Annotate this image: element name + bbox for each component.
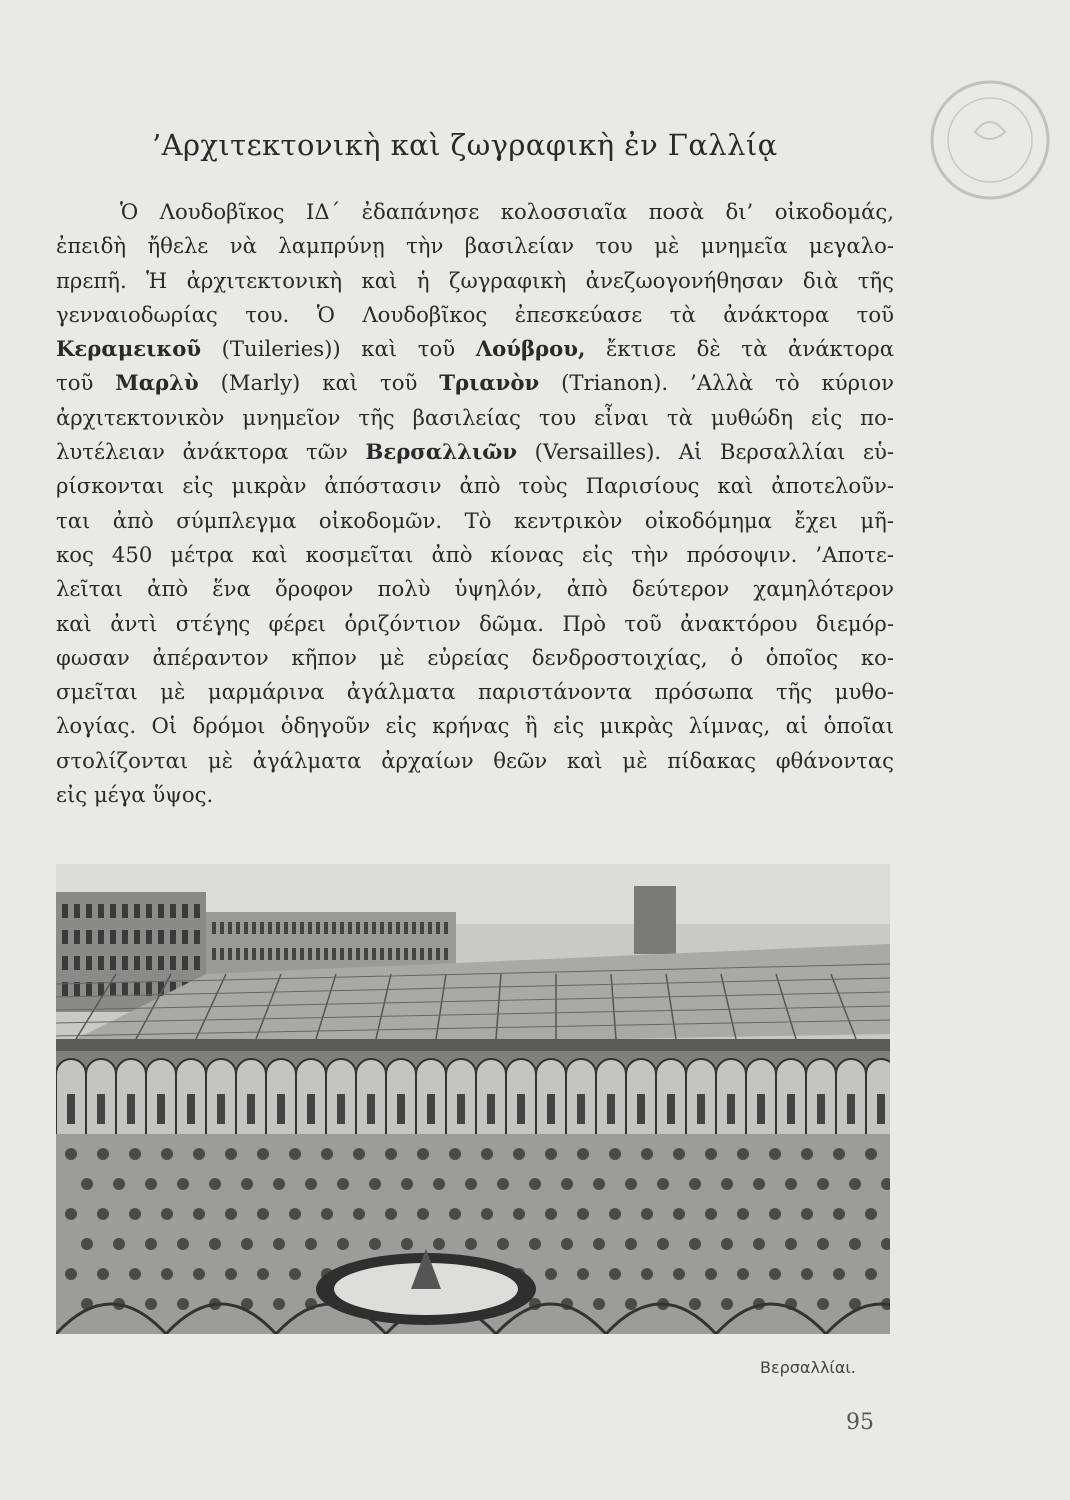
text-line <box>56 744 894 778</box>
text-run: Ὁ Λουδοβῖκος ΙΔ΄ ἐδαπάνησε κολοσσιαῖα ποσὰ δι’ οἰκοδομάς, <box>120 199 894 224</box>
page-title: ’Αρχιτεκτονικὴ καὶ ζωγραφικὴ ἐν Γαλλίᾳ <box>152 128 778 162</box>
text-run: ται ἀπὸ σύμπλεγμα οἰκοδομῶν. Τὸ κεντρικὸν οἰκοδόμημα ἔχει μῆ- <box>56 507 894 533</box>
text-line <box>56 298 894 332</box>
text-line <box>56 469 894 503</box>
text-line <box>56 538 894 572</box>
text-line <box>56 607 894 641</box>
text-line <box>56 778 894 812</box>
library-stamp-icon <box>915 70 1055 210</box>
figure-caption: Βερσαλλίαι. <box>760 1358 856 1377</box>
bold-term: Μαρλὺ <box>115 370 199 396</box>
text-run: ἐπειδὴ ἤθελε νὰ λαμπρύνῃ τὴν βασιλείαν του μὲ μνημεῖα μεγαλο- <box>56 233 894 259</box>
text-run: (Marly) καὶ τοῦ <box>198 370 440 396</box>
text-run: πρεπῆ. Ἡ ἀρχιτεκτονικὴ καὶ ἡ ζωγραφικὴ ἀνεζωογονήθησαν διὰ τῆς <box>56 267 894 293</box>
bold-term: Κεραμεικοῦ <box>56 336 202 362</box>
text-line <box>56 229 894 263</box>
bold-term: Λούβρου, <box>475 336 586 362</box>
text-line <box>56 195 894 229</box>
text-run: εἰς μέγα ὕψος. <box>56 782 214 808</box>
text-line <box>56 504 894 538</box>
text-line <box>56 332 894 366</box>
text-line <box>56 264 894 298</box>
text-run: στολίζονται μὲ ἀγάλματα ἀρχαίων θεῶν καὶ μὲ πίδακας φθάνοντας <box>56 747 894 773</box>
text-run: ἀρχιτεκτονικὸν μνημεῖον τῆς βασιλείας του εἶναι τὰ μυθώδη εἰς πο- <box>56 404 894 430</box>
text-line <box>56 366 894 400</box>
text-line <box>56 675 894 709</box>
text-run: (Tuileries)) καὶ τοῦ <box>201 336 476 362</box>
text-run: τοῦ <box>56 370 116 396</box>
text-run: ἔκτισε δὲ τὰ ἀνάκτορα <box>585 336 894 362</box>
versailles-engraving-drawing <box>56 864 890 1334</box>
text-run: καὶ ἀντὶ στέγης φέρει ὁριζόντιον δῶμα. Πρὸ τοῦ ἀνακτόρου διεμόρ- <box>56 610 894 636</box>
bold-term: Τριανὸν <box>439 370 540 396</box>
text-run: (Trianon). ’Αλλὰ τὸ κύριον <box>539 370 894 396</box>
text-run: (Versailles). Αἱ Βερσαλλίαι εὑ- <box>517 439 894 465</box>
text-line <box>56 435 894 469</box>
text-run: ρίσκονται εἰς μικρὰν ἀπόστασιν ἀπὸ τοὺς Παρισίους καὶ ἀποτελοῦν- <box>56 473 894 499</box>
text-line <box>56 572 894 606</box>
text-run: σμεῖται μὲ μαρμάρινα ἀγάλματα παριστάνοντα πρόσωπα τῆς μυθο- <box>56 679 894 705</box>
page-number: 95 <box>846 1410 874 1435</box>
text-line <box>56 641 894 675</box>
text-line <box>56 401 894 435</box>
body-text <box>56 195 894 812</box>
text-run: λεῖται ἀπὸ ἕνα ὄροφον πολὺ ὑψηλόν, ἀπὸ δεύτερον χαμηλότερον <box>56 576 894 602</box>
text-run: λογίας. Οἱ δρόμοι ὁδηγοῦν εἰς κρήνας ἢ εἰς μικρὰς λίμνας, αἱ ὁποῖαι <box>56 713 894 739</box>
versailles-engraving <box>56 864 890 1334</box>
text-run: φωσαν ἀπέραντον κῆπον μὲ εὐρείας δενδροστοιχίας, ὁ ὁποῖος κο- <box>56 644 894 670</box>
text-run: κος 450 μέτρα καὶ κοσμεῖται ἀπὸ κίονας εἰς τὴν πρόσοψιν. ’Αποτε- <box>56 541 894 567</box>
text-run: γενναιοδωρίας του. Ὁ Λουδοβῖκος ἐπεσκεύασε τὰ ἀνάκτορα τοῦ <box>56 301 894 327</box>
text-run: λυτέλειαν ἀνάκτορα τῶν <box>56 439 366 465</box>
bold-term: Βερσαλλιῶν <box>365 439 518 465</box>
text-line <box>56 709 894 743</box>
